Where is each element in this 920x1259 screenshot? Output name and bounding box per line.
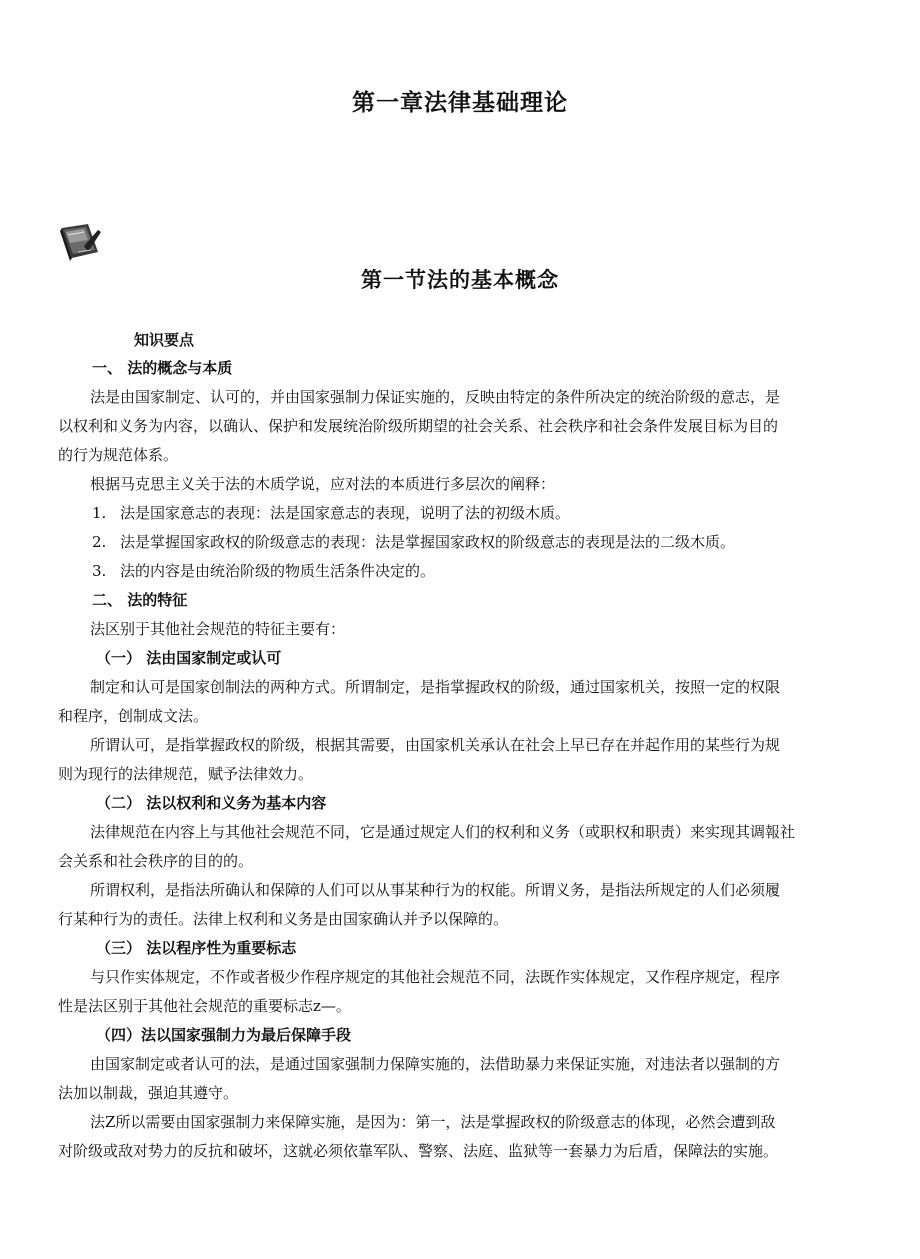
paragraph-line: 法律规范在内容上与其他社会规范不同，它是通过规定人们的权利和义务（或职权和职责）来实现其调報社	[90, 823, 796, 841]
paragraph-line: 对阶级或敌对势力的反抗和破坏，这就必须依靠军队、警察、法庭、监狱等一套暴力为后盾，保障法的实施。	[58, 1142, 779, 1160]
subheading-1: （一） 法由国家制定或认可	[96, 649, 282, 667]
paragraph-line: 制定和认可是国家创制法的两种方式。所谓制定，是指掌握政权的阶级，通过国家机关，按照一定的权限	[90, 678, 781, 696]
list-number: 3.	[92, 562, 107, 580]
paragraph-line: 与只作实体规定，不作或者极少作程序规定的其他社会规范不同，法既作实体规定，又作程序规定，程序	[90, 968, 781, 986]
paragraph-line: 以权利和义务为内容，以确认、保护和发展统治阶级所期望的社会关系、社会秩序和社会条件发展目标为目的	[58, 417, 779, 435]
paragraph-line: 法加以制裁，强迫其遵守。	[58, 1084, 239, 1102]
paragraph-line: 法区别于其他社会规范的特征主要有：	[90, 620, 346, 638]
list-number: 2.	[92, 533, 107, 551]
paragraph-line: 根据马克思主义关于法的木质学说，应对法的本质进行多层次的阐释：	[90, 475, 556, 493]
paragraph-line: 由国家制定或者认可的法，是通过国家强制力保障实施的，法借助暴力来保证实施，对违法者以强制的方	[90, 1055, 781, 1073]
paragraph-line: 的行为规范体系。	[58, 446, 179, 464]
chapter-title: 第一章法律基础理论	[352, 90, 568, 116]
paragraph-line: 性是法区别于其他社会规范的重要标志z—。	[58, 997, 351, 1015]
paragraph-line: 则为现行的法律规范，赋予法律效力。	[58, 765, 314, 783]
paragraph-line: 和程序，创制成文法。	[58, 707, 209, 725]
heading-concept: 一、 法的概念与本质	[92, 359, 233, 377]
subheading-3: （三） 法以程序性为重要标志	[96, 939, 297, 957]
subheading-4: （四）法以国家强制力为最后保障手段	[96, 1026, 352, 1044]
list-item	[0, 532, 920, 552]
list-item	[0, 561, 920, 581]
subheading-2: （二） 法以权利和义务为基本内容	[96, 794, 327, 812]
heading-features: 二、 法的特征	[92, 591, 188, 609]
list-number: 1.	[92, 504, 107, 522]
list-item	[0, 503, 920, 523]
analysts-book-icon	[58, 222, 102, 262]
paragraph-line: 法Z所以需要由国家强制力来保障实施，是因为：第一，法是掌握政权的阶级意志的体现，必然会遭到敌	[90, 1113, 776, 1131]
paragraph-line: 所谓认可，是指掌握政权的阶级，根据其需要，由国家机关承认在社会上早已存在并起作用的某些行为规	[90, 736, 781, 754]
paragraph-line: 会关系和社会秩序的目的的。	[58, 852, 254, 870]
list-text: 法的内容是由统治阶级的物质生活条件决定的。	[120, 562, 436, 580]
list-text: 法是国家意志的表现：法是国家意志的表现，说明了法的初级木质。	[120, 504, 571, 522]
paragraph-line: 行某种行为的责任。法律上权利和义务是由国家确认并予以保障的。	[58, 910, 509, 928]
knowledge-label: 知识要点	[134, 331, 195, 349]
section-title: 第一节法的基本概念	[361, 268, 559, 292]
paragraph-line: 所谓权利，是指法所确认和保障的人们可以从事某种行为的权能。所谓义务，是指法所规定的人们必须履	[90, 881, 781, 899]
paragraph-line: 法是由国家制定、认可的，并由国家强制力保证实施的，反映由特定的条件所决定的统治阶级的意志，是	[90, 388, 781, 406]
list-text: 法是掌握国家政权的阶级意志的表现：法是掌握国家政权的阶级意志的表现是法的二级木质。	[120, 533, 736, 551]
